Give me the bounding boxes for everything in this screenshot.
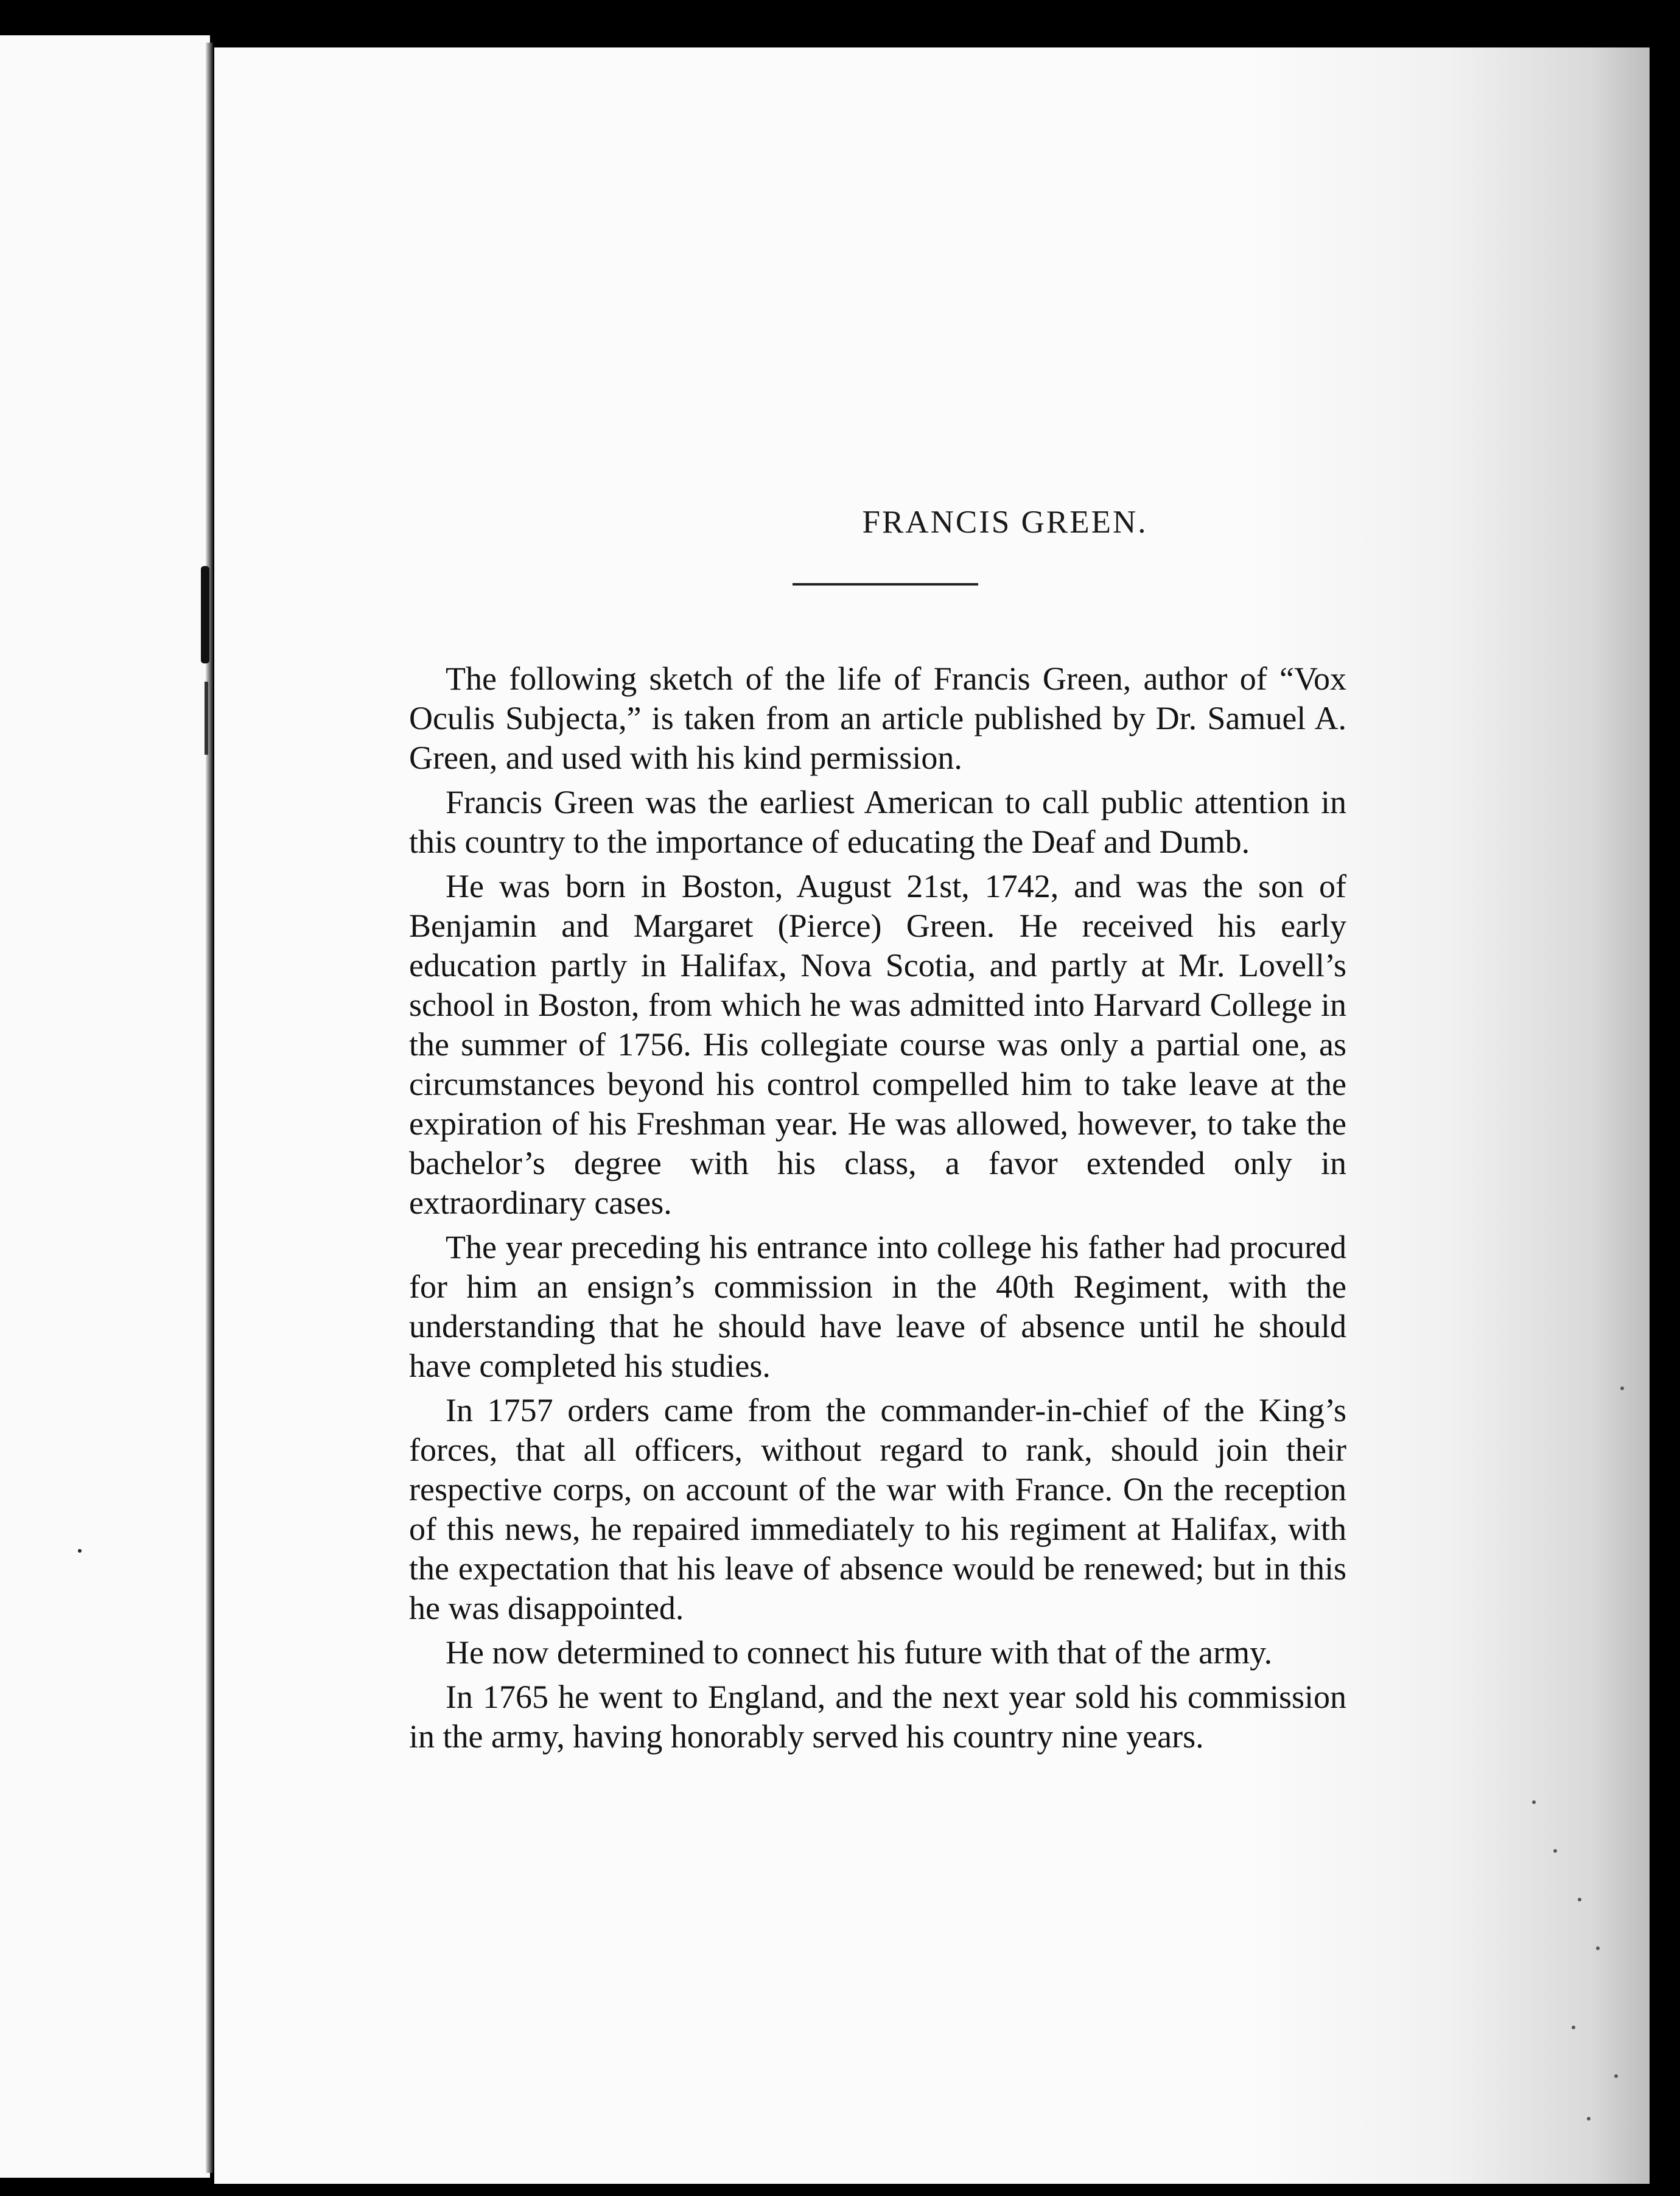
scan-speck bbox=[1572, 2026, 1575, 2029]
scan-speck bbox=[1578, 1898, 1581, 1901]
binding-mark bbox=[201, 566, 209, 663]
paragraph-2: Francis Green was the earliest American to call public attention in this country to the importance of educating the Deaf and Dumb. bbox=[409, 784, 1346, 860]
paragraph-7: In 1765 he went to England, and the next year sold his commission in the army, having honorably served his country nine years. bbox=[409, 1679, 1346, 1755]
page-gutter bbox=[206, 43, 213, 2173]
scan-speck bbox=[1596, 1946, 1600, 1950]
scan-speck bbox=[1620, 1386, 1624, 1390]
paragraph-5: In 1757 orders came from the commander-in-chief of the King’s forces, that all officers, without regard to rank, should join their respective corps, on account of the war with France. On the reception of this news, he repaired immediately to his regiment at Halifax, with the expectation that his leave of absence would be renewed; but in this he was disappointed. bbox=[409, 1392, 1346, 1626]
paragraph-6: He now determined to connect his future with that of the army. bbox=[446, 1634, 1273, 1671]
body-text bbox=[409, 659, 1346, 1757]
scan-speck bbox=[1587, 2117, 1591, 2121]
scan-speck bbox=[1553, 1849, 1557, 1853]
page-title: FRANCIS GREEN. bbox=[862, 505, 1148, 540]
paragraph-4: The year preceding his entrance into college his father had procured for him an ensign’s commission in the 40th Regiment, with the understanding that he should have leave of absence until he should have completed his studies. bbox=[409, 1229, 1346, 1384]
left-page bbox=[0, 35, 210, 2178]
paragraph-1: The following sketch of the life of Francis Green, author of “Vox Oculis Subjecta,” is taken from an article published by Dr. Samuel A. Green, and used with his kind permission. bbox=[409, 660, 1346, 776]
paragraph-3: He was born in Boston, August 21st, 1742, and was the son of Benjamin and Margaret (Pierce) Green. He received his early education partly in Halifax, Nova Scotia, and partly at Mr. Lovell’s school in Boston, from which he was admitted into Harvard College in the summer of 1756. His collegiate course was only a partial one, as circumstances beyond his control compelled him to take leave at the expiration of his Freshman year. He was allowed, however, to take the bachelor’s degree with his class, a favor extended only in extraordinary cases. bbox=[409, 868, 1346, 1221]
binding-mark bbox=[205, 682, 208, 755]
title-divider bbox=[793, 583, 978, 586]
scan-speck bbox=[1614, 2074, 1618, 2078]
right-page bbox=[214, 47, 1650, 2184]
scan-speck bbox=[1532, 1800, 1536, 1804]
scan-speck bbox=[78, 1549, 82, 1553]
